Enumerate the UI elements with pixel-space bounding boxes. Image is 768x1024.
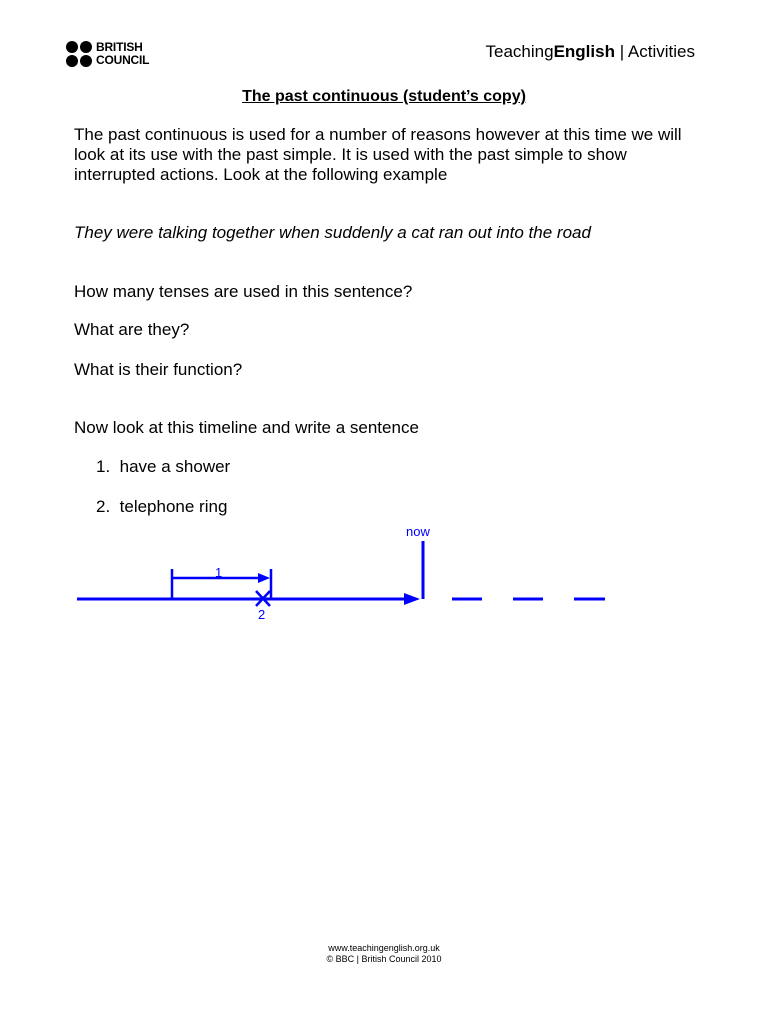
action1-label: 1 [215,565,223,580]
list-number: 1. [96,457,111,476]
brand-section: Activities [627,42,695,61]
question-3: What is their function? [74,360,243,379]
page-title: The past continuous (student’s copy) [242,88,526,105]
now-label: now [406,524,430,539]
question-1: How many tenses are used in this sentence? [74,282,413,301]
british-council-logo [66,41,149,67]
logo-dots-icon [66,41,92,67]
list-item [96,457,230,477]
question-2: What are they? [74,320,190,339]
brand-separator: | [614,42,628,61]
header-brand [486,42,695,62]
logo-line-1: BRITISH [96,40,143,54]
timeline-instruction: Now look at this timeline and write a sentence [74,418,419,437]
logo-line-2: COUNCIL [96,53,150,67]
footer-copyright: © BBC | British Council 2010 [326,954,442,964]
list-text: telephone ring [119,497,228,516]
intro-paragraph: The past continuous is used for a number of reasons however at this time we will look at its use with the past simple. It is used with the past simple to show interrupted actions. Look at the following example [74,125,682,184]
brand-prefix: Teaching [485,42,554,61]
action1-arrowhead [258,573,270,583]
example-sentence: They were talking together when suddenly a cat ran out into the road [74,223,591,242]
footer [0,943,768,965]
footer-url: www.teachingenglish.org.uk [328,943,440,953]
logo-text [96,41,149,67]
timeline-diagram [72,517,612,627]
brand-bold: English [553,42,615,61]
list-text: have a shower [119,457,231,476]
timeline-arrowhead [404,593,420,605]
list-number: 2. [96,497,111,516]
list-item [96,497,227,517]
action2-label: 2 [258,607,266,622]
